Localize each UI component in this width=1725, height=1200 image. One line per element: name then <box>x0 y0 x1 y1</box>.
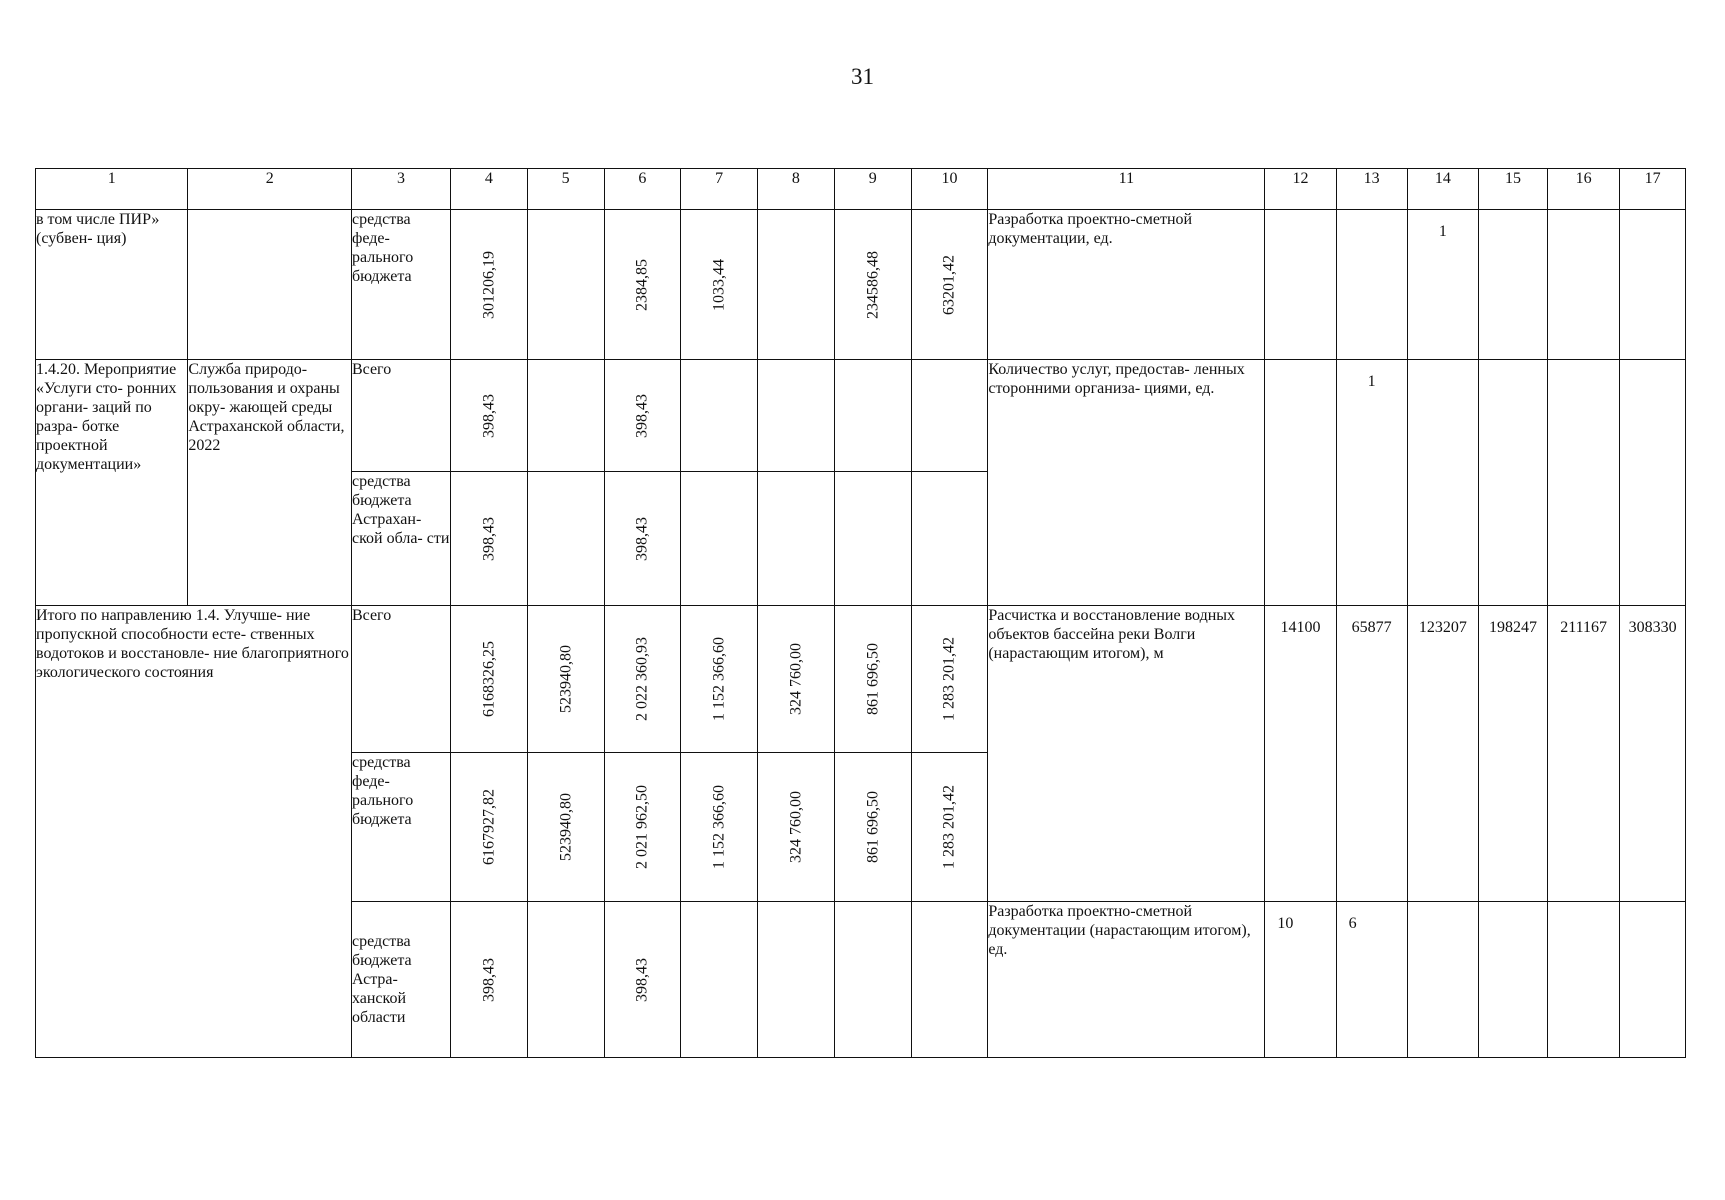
amount-2022: 1 152 366,60 <box>710 637 728 721</box>
amount-cell <box>527 606 604 753</box>
indicator-value <box>1547 360 1619 606</box>
amount-cell <box>527 210 604 360</box>
amount-2023: 324 760,00 <box>787 643 805 715</box>
col-header: 17 <box>1620 169 1686 210</box>
amount-cell <box>681 606 758 753</box>
col-header: 5 <box>527 169 604 210</box>
col-header: 15 <box>1478 169 1547 210</box>
funding-source: средства феде- рального бюджета <box>351 210 450 360</box>
col-header: 13 <box>1336 169 1407 210</box>
amount-2021: 398,43 <box>633 516 651 561</box>
indicator-value: 123207 <box>1407 606 1478 902</box>
indicator-value <box>1265 360 1336 606</box>
amount-cell <box>834 360 911 472</box>
col-header: 11 <box>988 169 1265 210</box>
amount-cell <box>450 210 527 360</box>
amount-2025: 1 283 201,42 <box>940 785 958 869</box>
amount-total: 6168326,25 <box>480 641 498 717</box>
amount-cell <box>527 902 604 1058</box>
indicator-value: 308330 <box>1620 606 1686 902</box>
indicator-text: Количество услуг, предостав- ленных сторонними организа- циями, ед. <box>988 360 1265 606</box>
amount-cell <box>911 902 988 1058</box>
amount-total: 398,43 <box>480 393 498 438</box>
amount-cell <box>450 753 527 902</box>
amount-cell <box>758 360 835 472</box>
amount-2021: 2 022 360,93 <box>633 637 651 721</box>
amount-cell <box>758 606 835 753</box>
col-header: 3 <box>351 169 450 210</box>
indicator-value: 14100 <box>1265 606 1336 902</box>
indicator-value <box>1407 360 1478 606</box>
table-row-total-all <box>36 606 1686 753</box>
amount-cell <box>911 753 988 902</box>
funding-source: Всего <box>351 360 450 472</box>
amount-cell <box>450 902 527 1058</box>
indicator-value <box>1620 902 1686 1058</box>
amount-cell <box>911 360 988 472</box>
indicator-value <box>1478 210 1547 360</box>
direction-total-name: Итого по направлению 1.4. Улучше- ние пропускной способности есте- ственных водотоков и восстановле- ние благоприятного экологического состояния <box>36 606 352 1058</box>
amount-cell <box>527 472 604 606</box>
funding-source: средства бюджета Астра- ханской области <box>351 902 450 1058</box>
indicator-value <box>1478 902 1547 1058</box>
amount-cell <box>911 210 988 360</box>
amount-cell <box>450 606 527 753</box>
amount-cell <box>450 472 527 606</box>
amount-cell <box>681 360 758 472</box>
amount-2024: 861 696,50 <box>864 791 882 863</box>
amount-cell <box>681 210 758 360</box>
amount-cell <box>681 753 758 902</box>
amount-2022: 1 152 366,60 <box>710 785 728 869</box>
amount-cell <box>604 753 681 902</box>
indicator-value: 65877 <box>1336 606 1407 902</box>
indicator-value: 198247 <box>1478 606 1547 902</box>
amount-2021: 2 021 962,50 <box>633 785 651 869</box>
col-header: 1 <box>36 169 188 210</box>
indicator-value <box>1620 210 1686 360</box>
header-row <box>36 169 1686 210</box>
indicator-value: 1 <box>1407 210 1478 360</box>
amount-cell <box>834 902 911 1058</box>
indicator-value <box>1407 902 1478 1058</box>
col-header: 7 <box>681 169 758 210</box>
col-header: 6 <box>604 169 681 210</box>
amount-total: 398,43 <box>480 957 498 1002</box>
indicator-value <box>1620 360 1686 606</box>
indicator-value <box>1478 360 1547 606</box>
executor <box>188 210 352 360</box>
col-header: 14 <box>1407 169 1478 210</box>
indicator-text: Разработка проектно-сметной документации, ед. <box>988 210 1265 360</box>
amount-cell <box>758 753 835 902</box>
amount-cell <box>834 753 911 902</box>
amount-2023: 324 760,00 <box>787 791 805 863</box>
amount-2021: 398,43 <box>633 957 651 1002</box>
amount-total: 6167927,82 <box>480 789 498 865</box>
amount-2021: 2384,85 <box>633 258 651 311</box>
indicator-value: 211167 <box>1547 606 1619 902</box>
funding-source: Всего <box>351 606 450 753</box>
indicator-text: Расчистка и восстановление водных объектов бассейна реки Волги (нарастающим итогом), м <box>988 606 1265 902</box>
amount-2025: 63201,42 <box>940 254 958 315</box>
amount-cell <box>604 606 681 753</box>
amount-cell <box>834 606 911 753</box>
col-header: 2 <box>188 169 352 210</box>
amount-cell <box>527 753 604 902</box>
amount-total: 398,43 <box>480 516 498 561</box>
table-row-1420-total <box>36 360 1686 472</box>
amount-2024: 861 696,50 <box>864 643 882 715</box>
amount-cell <box>681 902 758 1058</box>
amount-cell <box>681 472 758 606</box>
col-header: 16 <box>1547 169 1619 210</box>
table-row-pir <box>36 210 1686 360</box>
amount-cell <box>758 210 835 360</box>
amount-cell <box>911 606 988 753</box>
amount-cell <box>758 472 835 606</box>
funding-source: средства бюджета Астрахан- ской обла- сти <box>351 472 450 606</box>
amount-cell <box>604 360 681 472</box>
amount-2021: 398,43 <box>633 393 651 438</box>
amount-2020: 523940,80 <box>557 793 575 861</box>
indicator-value: 6 <box>1336 902 1407 1058</box>
amount-cell <box>604 902 681 1058</box>
amount-2025: 1 283 201,42 <box>940 637 958 721</box>
amount-cell <box>758 902 835 1058</box>
program-table <box>35 168 1686 1058</box>
amount-2020: 523940,80 <box>557 645 575 713</box>
amount-total: 301206,19 <box>480 250 498 319</box>
amount-cell <box>834 472 911 606</box>
activity-name: в том числе ПИР» (субвен- ция) <box>36 210 188 360</box>
amount-2024: 234586,48 <box>864 250 882 319</box>
funding-source: средства феде- рального бюджета <box>351 753 450 902</box>
amount-cell <box>604 210 681 360</box>
indicator-text: Разработка проектно-сметной документации (нарастающим итогом), ед. <box>988 902 1265 1058</box>
page-number: 31 <box>851 64 874 89</box>
amount-cell <box>450 360 527 472</box>
col-header: 4 <box>450 169 527 210</box>
indicator-value: 10 <box>1265 902 1336 1058</box>
amount-2022: 1033,44 <box>710 258 728 311</box>
amount-cell <box>604 472 681 606</box>
indicator-value <box>1547 210 1619 360</box>
col-header: 8 <box>758 169 835 210</box>
executor: Служба природо- пользования и охраны окру- жающей среды Астраханской области, 2022 <box>188 360 352 606</box>
amount-cell <box>834 210 911 360</box>
col-header: 10 <box>911 169 988 210</box>
col-header: 9 <box>834 169 911 210</box>
col-header: 12 <box>1265 169 1336 210</box>
indicator-value <box>1265 210 1336 360</box>
indicator-value <box>1336 210 1407 360</box>
amount-cell <box>911 472 988 606</box>
activity-name: 1.4.20. Мероприятие «Услуги сто- ронних органи- заций по разра- ботке проектной документации» <box>36 360 188 606</box>
amount-cell <box>527 360 604 472</box>
indicator-value <box>1547 902 1619 1058</box>
indicator-value: 1 <box>1336 360 1407 606</box>
